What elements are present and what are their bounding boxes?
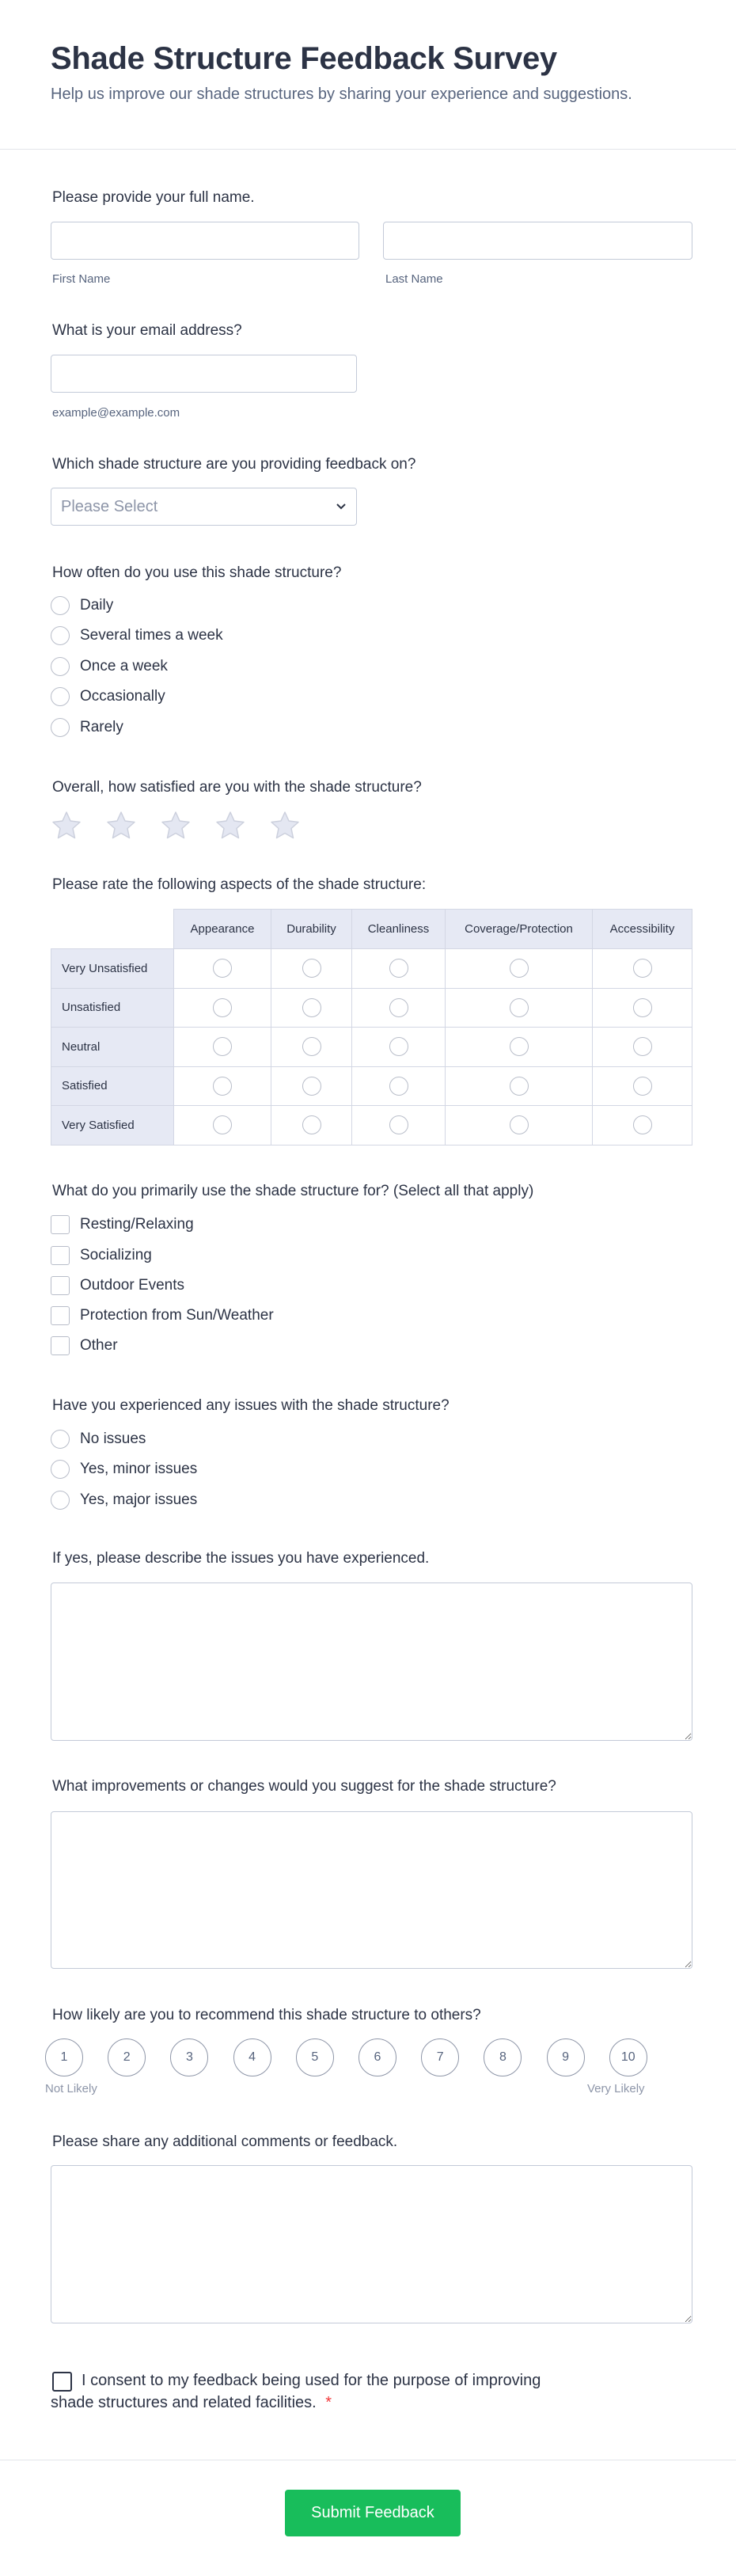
- matrix-row: [51, 1066, 692, 1106]
- scale-low-label: Not Likely: [45, 2082, 97, 2095]
- email-input[interactable]: [51, 355, 357, 393]
- email-sublabel: example@example.com: [52, 406, 180, 420]
- frequency-radio[interactable]: [51, 596, 70, 615]
- usage-option-label: Outdoor Events: [80, 1277, 185, 1294]
- matrix-radio[interactable]: [302, 1115, 321, 1134]
- star-icon[interactable]: [105, 810, 137, 842]
- matrix-radio[interactable]: [510, 998, 529, 1017]
- scale-option-1[interactable]: 1: [45, 2038, 83, 2076]
- issues-option-label: Yes, major issues: [80, 1491, 198, 1508]
- first-name-input[interactable]: [51, 222, 359, 260]
- usage-option-label: Socializing: [80, 1247, 152, 1263]
- matrix-cell: [271, 1066, 352, 1106]
- matrix-row: [51, 1106, 692, 1146]
- star-icon[interactable]: [51, 810, 82, 842]
- matrix-corner: [51, 910, 174, 949]
- consent-checkbox[interactable]: [52, 2372, 72, 2392]
- matrix-cell: [352, 1066, 446, 1106]
- frequency-option-label: Several times a week: [80, 627, 223, 644]
- matrix-radio[interactable]: [213, 1037, 232, 1056]
- matrix-row-label: Unsatisfied: [51, 988, 174, 1028]
- issues-option-label: Yes, minor issues: [80, 1461, 198, 1477]
- usage-label: What do you primarily use the shade structure for? (Select all that apply): [52, 1183, 534, 1199]
- matrix-radio[interactable]: [389, 998, 408, 1017]
- frequency-label: How often do you use this shade structure?: [52, 564, 342, 581]
- matrix-cell: [593, 949, 692, 989]
- page-title: Shade Structure Feedback Survey: [51, 41, 557, 76]
- matrix-cell: [446, 988, 593, 1028]
- frequency-radio[interactable]: [51, 657, 70, 676]
- email-label: What is your email address?: [52, 322, 242, 339]
- matrix-radio[interactable]: [389, 1077, 408, 1096]
- star-icon[interactable]: [269, 810, 301, 842]
- frequency-option-label: Rarely: [80, 719, 123, 735]
- matrix-radio[interactable]: [510, 959, 529, 978]
- matrix-radio[interactable]: [633, 1077, 652, 1096]
- structure-label: Which shade structure are you providing feedback on?: [52, 456, 416, 473]
- structure-select[interactable]: [51, 488, 357, 526]
- matrix-row-label: Very Unsatisfied: [51, 949, 174, 989]
- usage-checkbox[interactable]: [51, 1306, 70, 1325]
- describe-textarea[interactable]: [51, 1582, 692, 1741]
- matrix-cell: [174, 1106, 271, 1146]
- scale-option-2[interactable]: 2: [108, 2038, 146, 2076]
- issues-radio[interactable]: [51, 1491, 70, 1510]
- issues-option-label: No issues: [80, 1430, 146, 1447]
- matrix-cell: [352, 1106, 446, 1146]
- matrix-radio[interactable]: [389, 1115, 408, 1134]
- last-name-input[interactable]: [383, 222, 692, 260]
- matrix-radio[interactable]: [633, 1037, 652, 1056]
- satisfaction-label: Overall, how satisfied are you with the shade structure?: [52, 779, 422, 796]
- star-icon[interactable]: [160, 810, 192, 842]
- required-asterisk: *: [325, 2394, 332, 2411]
- describe-label: If yes, please describe the issues you have experienced.: [52, 1550, 430, 1567]
- matrix-row: [51, 1028, 692, 1067]
- usage-option-label: Resting/Relaxing: [80, 1216, 194, 1233]
- matrix-radio[interactable]: [302, 1077, 321, 1096]
- matrix-cell: [446, 1028, 593, 1067]
- recommend-label: How likely are you to recommend this shade structure to others?: [52, 2007, 481, 2023]
- scale-option-5[interactable]: 5: [296, 2038, 334, 2076]
- scale-option-10[interactable]: 10: [609, 2038, 647, 2076]
- submit-button[interactable]: Submit Feedback: [285, 2490, 461, 2536]
- usage-option-label: Other: [80, 1337, 118, 1354]
- usage-checkbox[interactable]: [51, 1276, 70, 1295]
- matrix-radio[interactable]: [302, 1037, 321, 1056]
- scale-option-9[interactable]: 9: [547, 2038, 585, 2076]
- consent-text-line1: I consent to my feedback being used for the purpose of improving: [82, 2372, 541, 2389]
- frequency-radio[interactable]: [51, 718, 70, 737]
- rating-matrix: [51, 909, 692, 1146]
- structure-placeholder: Please Select: [61, 497, 158, 515]
- usage-checkbox[interactable]: [51, 1215, 70, 1234]
- matrix-cell: [352, 988, 446, 1028]
- matrix-radio[interactable]: [389, 959, 408, 978]
- matrix-column-header: Cleanliness: [352, 910, 446, 949]
- scale-option-3[interactable]: 3: [170, 2038, 208, 2076]
- issues-label: Have you experienced any issues with the shade structure?: [52, 1397, 450, 1414]
- matrix-radio[interactable]: [213, 959, 232, 978]
- matrix-cell: [352, 949, 446, 989]
- scale-option-8[interactable]: 8: [484, 2038, 522, 2076]
- matrix-column-header: Coverage/Protection: [446, 910, 593, 949]
- frequency-option-label: Daily: [80, 597, 114, 614]
- matrix-cell: [174, 1066, 271, 1106]
- matrix-cell: [446, 1106, 593, 1146]
- frequency-radio[interactable]: [51, 687, 70, 706]
- matrix-cell: [593, 1066, 692, 1106]
- frequency-option-label: Once a week: [80, 658, 168, 674]
- chevron-down-icon: [336, 503, 347, 511]
- star-icon[interactable]: [214, 810, 246, 842]
- matrix-row-label: Neutral: [51, 1028, 174, 1067]
- scale-option-4[interactable]: 4: [233, 2038, 271, 2076]
- matrix-radio[interactable]: [510, 1077, 529, 1096]
- matrix-cell: [271, 949, 352, 989]
- matrix-radio[interactable]: [213, 1115, 232, 1134]
- scale-option-6[interactable]: 6: [359, 2038, 396, 2076]
- matrix-radio[interactable]: [213, 998, 232, 1017]
- matrix-column-header: Accessibility: [593, 910, 692, 949]
- issues-radio[interactable]: [51, 1460, 70, 1479]
- matrix-radio[interactable]: [633, 959, 652, 978]
- matrix-radio[interactable]: [633, 1115, 652, 1134]
- matrix-column-header: Appearance: [174, 910, 271, 949]
- matrix-cell: [271, 988, 352, 1028]
- matrix-cell: [271, 1106, 352, 1146]
- header-divider: [0, 149, 736, 150]
- frequency-option-label: Occasionally: [80, 688, 165, 705]
- matrix-cell: [593, 1028, 692, 1067]
- matrix-radio[interactable]: [510, 1037, 529, 1056]
- matrix-cell: [271, 1028, 352, 1067]
- matrix-cell: [593, 1106, 692, 1146]
- matrix-row-label: Very Satisfied: [51, 1106, 174, 1146]
- matrix-cell: [446, 1066, 593, 1106]
- last-name-sublabel: Last Name: [385, 272, 443, 286]
- matrix-column-header: Durability: [271, 910, 352, 949]
- matrix-cell: [593, 988, 692, 1028]
- matrix-radio[interactable]: [389, 1037, 408, 1056]
- matrix-cell: [174, 949, 271, 989]
- matrix-row-label: Satisfied: [51, 1066, 174, 1106]
- matrix-cell: [446, 949, 593, 989]
- consent-text-line2: shade structures and related facilities.: [51, 2394, 317, 2411]
- improvements-textarea[interactable]: [51, 1811, 692, 1969]
- name-label: Please provide your full name.: [52, 189, 255, 206]
- matrix-cell: [352, 1028, 446, 1067]
- matrix-label: Please rate the following aspects of the shade structure:: [52, 876, 427, 893]
- improvements-label: What improvements or changes would you suggest for the shade structure?: [52, 1778, 556, 1795]
- page-subtitle: Help us improve our shade structures by sharing your experience and suggestions.: [51, 85, 632, 103]
- comments-textarea[interactable]: [51, 2165, 692, 2323]
- matrix-radio[interactable]: [633, 998, 652, 1017]
- matrix-cell: [174, 988, 271, 1028]
- matrix-row: [51, 988, 692, 1028]
- scale-high-label: Very Likely: [587, 2082, 645, 2095]
- matrix-radio[interactable]: [510, 1115, 529, 1134]
- usage-checkbox[interactable]: [51, 1336, 70, 1355]
- matrix-radio[interactable]: [302, 959, 321, 978]
- comments-label: Please share any additional comments or feedback.: [52, 2133, 398, 2150]
- matrix-radio[interactable]: [213, 1077, 232, 1096]
- matrix-cell: [174, 1028, 271, 1067]
- matrix-radio[interactable]: [302, 998, 321, 1017]
- usage-option-label: Protection from Sun/Weather: [80, 1307, 274, 1324]
- usage-checkbox[interactable]: [51, 1246, 70, 1265]
- issues-radio[interactable]: [51, 1430, 70, 1449]
- first-name-sublabel: First Name: [52, 272, 111, 286]
- scale-option-7[interactable]: 7: [421, 2038, 459, 2076]
- frequency-radio[interactable]: [51, 626, 70, 645]
- matrix-row: [51, 949, 692, 989]
